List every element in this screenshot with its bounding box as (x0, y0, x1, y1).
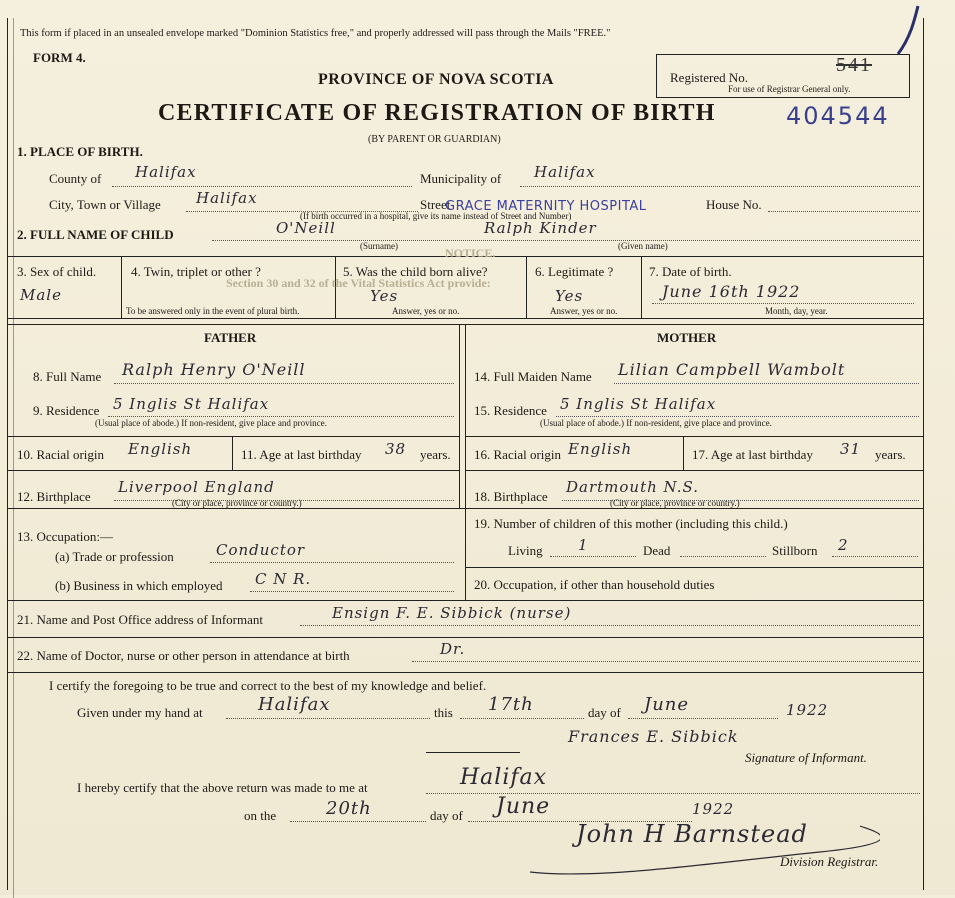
mother-residence-label: 15. Residence (474, 403, 547, 418)
return-label: I hereby certify that the above return was made to me at (77, 780, 368, 795)
mother-occupation-label: 20. Occupation, if other than household duties (474, 577, 715, 592)
mother-birthplace-value: Dartmouth N.S. (566, 478, 699, 496)
certificate-subtitle: (BY PARENT OR GUARDIAN) (368, 134, 501, 145)
certify-statement: I certify the foregoing to be true and correct to the best of my knowledge and belief. (49, 678, 487, 693)
child-surname: O'Neill (276, 219, 336, 237)
registered-label: Registered No. (670, 70, 748, 85)
father-birthplace-value: Liverpool England (118, 478, 275, 496)
trade-value: Conductor (216, 541, 306, 559)
stamped-registration-number: 404544 (786, 102, 890, 130)
city-label: City, Town or Village (49, 197, 161, 212)
mother-name-value: Lilian Campbell Wambolt (618, 360, 846, 379)
form-number: FORM 4. (33, 50, 86, 65)
business-label: (b) Business in which employed (55, 578, 223, 593)
hospital-stamp: GRACE MATERNITY HOSPITAL (445, 199, 647, 214)
father-heading: FATHER (204, 330, 257, 345)
given-month: June (644, 694, 690, 715)
mother-residence-note: (Usual place of abode.) If non-resident, give place and province. (540, 418, 772, 428)
informant-label: 21. Name and Post Office address of Informant (17, 612, 263, 627)
mother-birthplace-note: (City or place, province or country.) (610, 498, 740, 508)
province-title: PROVINCE OF NOVA SCOTIA (318, 71, 554, 88)
sex-value: Male (20, 286, 62, 304)
father-name-label: 8. Full Name (33, 369, 102, 384)
registrar-caption: Division Registrar. (780, 854, 879, 869)
dayof-label: day of (588, 705, 621, 720)
place-of-birth-heading: 1. PLACE OF BIRTH. (17, 144, 143, 159)
legitimate-label: 6. Legitimate ? (535, 264, 614, 279)
trade-label: (a) Trade or profession (55, 549, 174, 564)
city-value: Halifax (196, 189, 258, 207)
hospital-note: (If birth occurred in a hospital, give its name instead of Street and Number) (300, 211, 572, 221)
child-name-label: 2. FULL NAME OF CHILD (17, 227, 174, 242)
mother-age-unit: years. (875, 447, 906, 462)
given-place: Halifax (258, 694, 331, 715)
father-residence-note: (Usual place of abode.) If non-resident, give place and province. (95, 418, 327, 428)
legitimate-note: Answer, yes or no. (550, 306, 618, 316)
father-occupation-label: 13. Occupation:— (17, 529, 114, 544)
father-birthplace-label: 12. Birthplace (17, 489, 91, 504)
dead-label: Dead (643, 543, 671, 558)
mother-residence-value: 5 Inglis St Halifax (560, 395, 717, 413)
county-value: Halifax (135, 163, 197, 181)
given-label: Given under my hand at (77, 705, 203, 720)
return-month: June (496, 794, 551, 819)
children-label: 19. Number of children of this mother (including this child.) (474, 516, 788, 531)
house-number-label: House No. (706, 197, 762, 212)
alive-label: 5. Was the child born alive? (343, 264, 488, 279)
dob-label: 7. Date of birth. (649, 264, 732, 279)
legitimate-value: Yes (555, 287, 584, 305)
mother-race-value: English (568, 440, 633, 458)
alive-value: Yes (370, 287, 399, 305)
child-given-name: Ralph Kinder (484, 219, 597, 237)
bleed-notice: NOTICE. (445, 246, 496, 260)
father-age-value: 38 (385, 440, 407, 458)
registrar-note: For use of Registrar General only. (728, 84, 851, 94)
mother-name-label: 14. Full Maiden Name (474, 369, 592, 384)
municipality-value: Halifax (534, 163, 596, 181)
bleed-line: Section 30 and 32 of the Vital Statistics Act provide: (226, 276, 491, 290)
twin-note: To be answered only in the event of plural birth. (126, 306, 300, 316)
given-caption: (Given name) (618, 241, 668, 251)
stillborn-label: Stillborn (772, 543, 818, 558)
father-age-unit: years. (420, 447, 451, 462)
living-value: 1 (578, 536, 589, 554)
father-residence-value: 5 Inglis St Halifax (113, 395, 270, 413)
this-label: this (434, 705, 453, 720)
twin-label: 4. Twin, triplet or other ? (131, 264, 261, 279)
county-label: County of (49, 171, 102, 186)
doctor-value: Dr. (440, 640, 466, 658)
given-year: 1922 (786, 701, 829, 719)
mother-age-value: 31 (840, 440, 862, 458)
mother-heading: MOTHER (657, 330, 717, 345)
father-name-value: Ralph Henry O'Neill (122, 360, 306, 379)
mother-age-label: 17. Age at last birthday (692, 447, 813, 462)
return-year: 1922 (692, 800, 735, 818)
informant-signature: Frances E. Sibbick (568, 727, 739, 746)
alive-note: Answer, yes or no. (392, 306, 460, 316)
sex-label: 3. Sex of child. (17, 264, 97, 279)
mother-birthplace-label: 18. Birthplace (474, 489, 548, 504)
return-place: Halifax (460, 765, 548, 790)
street-label: Street (420, 197, 451, 212)
municipality-label: Municipality of (420, 171, 502, 186)
stillborn-value: 2 (838, 536, 849, 554)
given-day: 17th (488, 694, 534, 715)
father-race-label: 10. Racial origin (17, 447, 105, 462)
informant-signature-caption: Signature of Informant. (745, 750, 867, 765)
surname-caption: (Surname) (360, 241, 398, 251)
form-frame (7, 18, 924, 890)
certificate-title: CERTIFICATE OF REGISTRATION OF BIRTH (158, 100, 716, 126)
living-label: Living (508, 543, 543, 558)
dob-value: June 16th 1922 (662, 282, 801, 301)
business-value: C N R. (255, 570, 312, 588)
mail-notice: This form if placed in an unsealed envelope marked "Dominion Statistics free," and properly addressed will pass through the Mails "FREE." (20, 28, 611, 39)
father-age-label: 11. Age at last birthday (241, 447, 362, 462)
registrar-signature: John H Barnstead (576, 820, 808, 848)
mother-race-label: 16. Racial origin (474, 447, 562, 462)
on-label: on the (244, 808, 277, 823)
father-residence-label: 9. Residence (33, 403, 100, 418)
dayof2-label: day of (430, 808, 463, 823)
dob-note: Month, day, year. (765, 306, 828, 316)
doctor-label: 22. Name of Doctor, nurse or other person in attendance at birth (17, 648, 350, 663)
return-day: 20th (326, 798, 372, 819)
father-race-value: English (128, 440, 193, 458)
registered-value: 541 (836, 54, 872, 76)
father-birthplace-note: (City or place, province or country.) (172, 498, 302, 508)
informant-value: Ensign F. E. Sibbick (nurse) (332, 604, 572, 622)
